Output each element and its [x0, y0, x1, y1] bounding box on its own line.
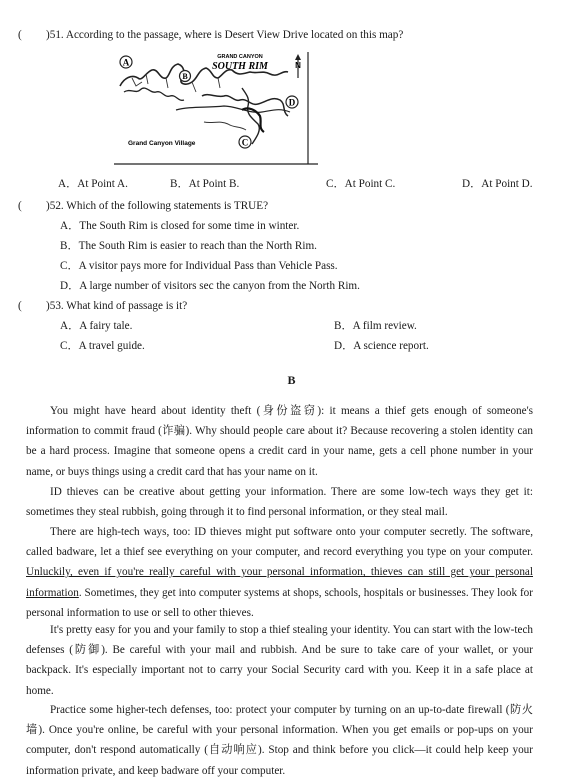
north-arrow [295, 54, 301, 78]
q52-option-c[interactable]: C．A visitor pays more for Individual Pass than Vehicle Pass. [60, 260, 338, 272]
question-52: )52. Which of the following statements is TRUE? [46, 200, 269, 212]
svg-text:D: D [288, 97, 296, 108]
paragraph-4: It's pretty easy for you and your family to stop a thief stealing your identity. You can start with the low-tech defenses (防御). Be careful with your mail and rubbish. And be sure to take care of your wallet, or your backpack. It's especially important not to carry your Social Security card with you. Keep it in a safe place at home. [26, 624, 533, 697]
point-a-marker [120, 56, 132, 68]
q52-option-d[interactable]: D．A large number of visitors sec the canyon from the North Rim. [60, 280, 360, 292]
svg-text:C: C [241, 137, 249, 148]
paragraph-3 [26, 522, 533, 623]
svg-text:A: A [122, 57, 130, 68]
paragraph-1: You might have heard about identity theft (身份盗窃): it means a thief gets enough of someone's information to commit fraud (诈骗). Why should people care about it? Because recovering a stolen identity can be a hard process. Imagine that someone opens a credit card in your name, gets a cell phone number in your name, or buys things using a credit card that has your name on it. [26, 405, 533, 478]
q53-option-b[interactable]: B．A film review. [334, 320, 417, 332]
point-c-marker [239, 136, 251, 148]
paragraph-3-underlined: Unluckily, even if you're really careful with your personal information, thieves can still get your personal information [26, 566, 533, 599]
map-graphic [112, 48, 320, 168]
paragraph-3-text-a: There are high-tech ways, too: ID thieves might put software onto your computer secretly. The software, called badware, let a thief see everything on your computer, and record everything you type on your computer. [26, 526, 533, 559]
section-b-title: B [287, 373, 296, 387]
point-d-marker [286, 96, 298, 108]
svg-text:B: B [182, 72, 188, 81]
q51-option-a[interactable]: A．At Point A. [58, 178, 128, 190]
north-label: N [295, 61, 301, 70]
paragraph-5: Practice some higher-tech defenses, too: protect your computer by turning on an up-to-date firewall (防火墙). Once you're online, be careful with your personal information. When you get emails or pop-ups on your computer, don't respond automatically (自动响应). Stop and think before you click—it could help keep your information private, and keep badware off your computer. [26, 704, 533, 777]
paragraph-3-text-b: . Sometimes, they get into computer systems at shops, schools, hospitals or businesses. They look for personal information to use or sell to other thieves. [26, 586, 533, 619]
q53-option-a[interactable]: A．A fairy tale. [60, 320, 133, 332]
answer-blank-53[interactable]: ( [18, 300, 22, 312]
point-b-marker [180, 71, 191, 82]
q51-option-b[interactable]: B．At Point B. [170, 178, 240, 190]
q51-option-d[interactable]: D．At Point D. [462, 178, 533, 190]
q51-options [58, 178, 544, 192]
question-51: )51. According to the passage, where is Desert View Drive located on this map? [46, 29, 404, 41]
answer-blank-52[interactable]: ( [18, 200, 22, 212]
q52-option-a[interactable]: A．The South Rim is closed for some time in winter. [60, 220, 300, 232]
grand-canyon-map [112, 48, 320, 168]
q53-option-c[interactable]: C．A travel guide. [60, 340, 145, 352]
q52-option-b[interactable]: B．The South Rim is easier to reach than the North Rim. [60, 240, 317, 252]
map-title-line2: SOUTH RIM [212, 61, 268, 72]
village-label: Grand Canyon Village [128, 140, 196, 147]
answer-blank-51[interactable]: ( [18, 29, 22, 41]
paragraph-2: ID thieves can be creative about getting your information. There are some low-tech ways they get it: sometimes they steal rubbish, going through it to find personal information, or they steal mail. [26, 486, 533, 519]
q51-option-c[interactable]: C．At Point C. [326, 178, 396, 190]
map-title-line1: GRAND CANYON [217, 54, 263, 60]
question-53: )53. What kind of passage is it? [46, 300, 188, 312]
q53-option-d[interactable]: D．A science report. [334, 340, 429, 352]
